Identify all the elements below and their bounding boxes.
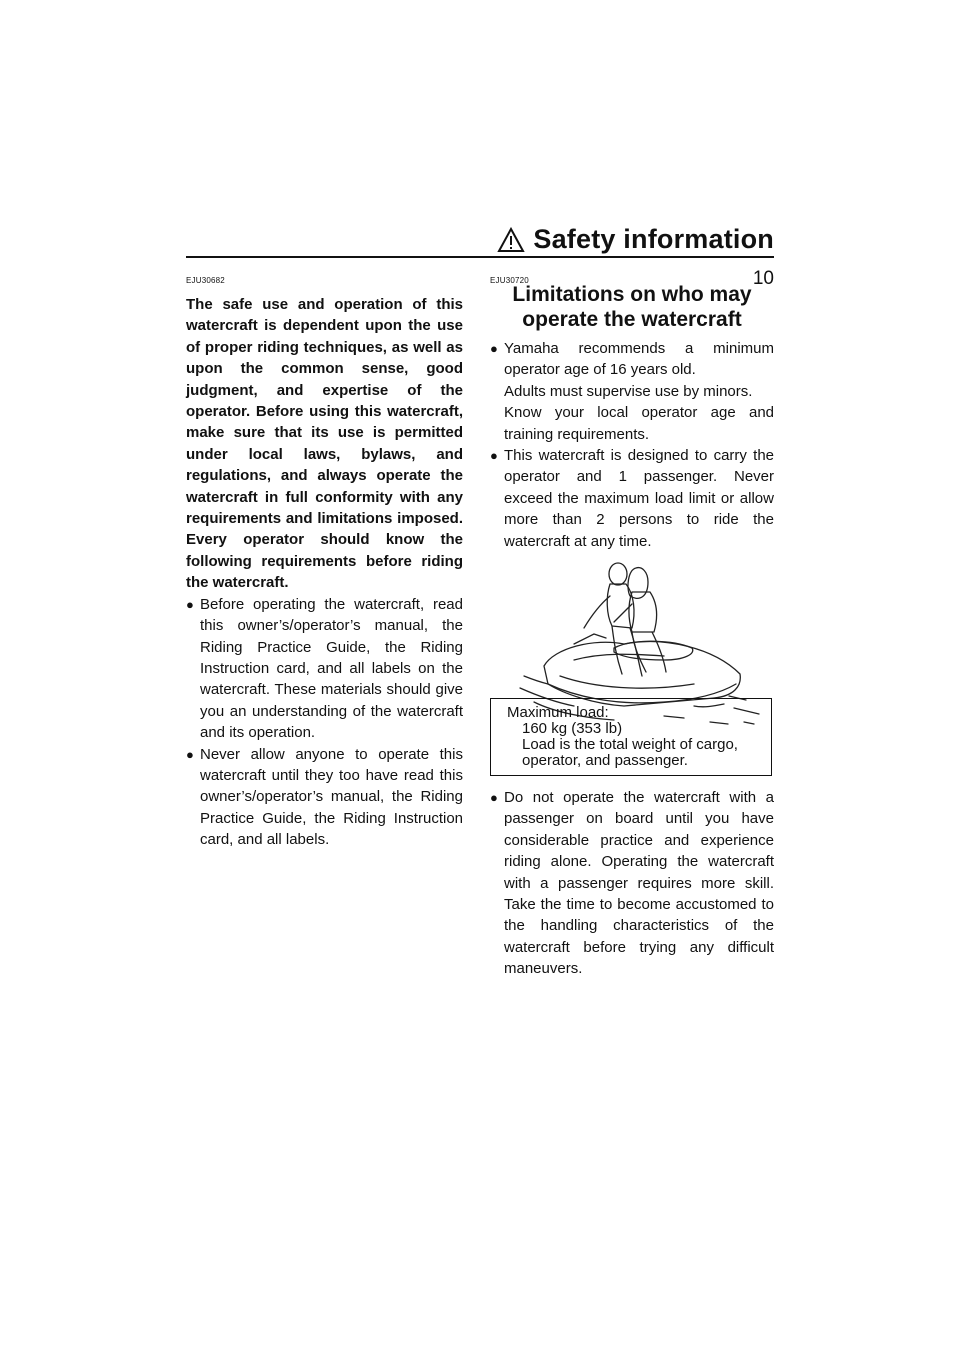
list-item — [490, 445, 774, 552]
bullet-icon: ● — [490, 341, 498, 356]
bullet-icon: ● — [186, 746, 194, 762]
list-item-text: Never allow anyone to operate this watercraft until they too have read this owner’s/operator’s manual, the Riding Practice Guide, the Riding Instruction card, and all labels. — [200, 745, 463, 849]
bullet-icon: ● — [490, 448, 498, 464]
bullet-icon: ● — [186, 596, 194, 612]
list-item — [490, 787, 774, 980]
list-item — [186, 744, 463, 851]
list-item — [490, 338, 774, 445]
section-code: EJU30720 — [490, 276, 529, 285]
intro-paragraph: The safe use and operation of this watercraft is dependent upon the use of proper riding techniques, as well as upon the common sense, good judgment, and expertise of the operator. Before using this watercraft, make sure that its use is permitted under local laws, bylaws, and regulations, and always operate the watercraft in full conformity with any requirements and limitations imposed. Every operator should know the following requirements before riding the watercraft. — [186, 296, 463, 592]
spec-label: Maximum load: — [507, 704, 609, 721]
list-item-text: Adults must supervise use by minors. — [504, 382, 753, 400]
section-code: EJU30682 — [186, 276, 225, 285]
page-number: 10 — [752, 268, 774, 289]
requirements-list — [186, 594, 463, 851]
spec-value: 160 kg (353 lb) — [522, 720, 623, 737]
passenger-list — [490, 787, 774, 980]
page-header — [186, 222, 774, 256]
header-title-wrap — [497, 224, 774, 255]
limitations-list — [490, 338, 774, 552]
bullet-icon: ● — [490, 790, 498, 805]
warning-triangle-icon — [497, 227, 525, 253]
list-item — [186, 594, 463, 744]
spec-note: Load is the total weight of cargo, operator, and passenger. — [522, 736, 738, 769]
list-item-text: Before operating the watercraft, read this owner’s/operator’s manual, the Riding Practice Guide, the Riding Instruction card, and all labels on the watercraft. These materials should give you an understanding of the watercraft and its operation. — [200, 595, 463, 742]
list-item-text: Do not operate the watercraft with a passenger on board until you have considerable practice and experience riding alone. Operating the watercraft with a passenger requires more skill. Take the time to become accustomed to the handling characteristics of the watercraft before trying any difficult maneuvers. — [504, 789, 774, 978]
list-item-text: Know your local operator age and training requirements. — [504, 404, 774, 443]
right-column-lower — [490, 787, 774, 980]
list-item-text: Yamaha recommends a minimum operator age of 16 years old. — [504, 340, 774, 379]
maximum-load-box — [490, 698, 772, 776]
left-column — [186, 276, 463, 851]
list-item-text: This watercraft is designed to carry the operator and 1 passenger. Never exceed the maximum load limit or allow more than 2 persons to ride the watercraft at any time. — [504, 447, 774, 550]
page-title: Safety information — [533, 224, 774, 254]
section-heading: Limitations on who may operate the watercraft — [512, 283, 752, 331]
header-rule — [186, 256, 774, 258]
